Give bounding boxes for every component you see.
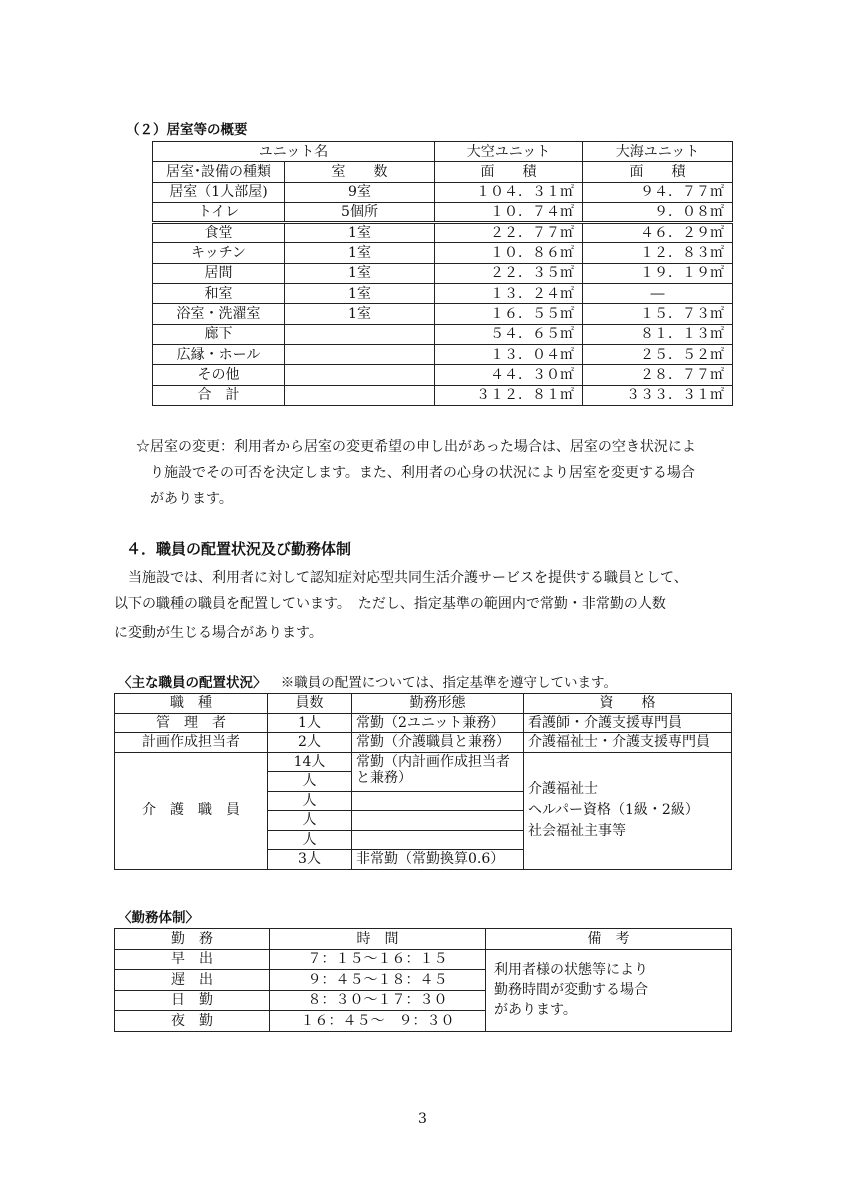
shift-cell: 日 勤 — [115, 990, 270, 1011]
time-cell: ７：１５～１６：１５ — [270, 949, 486, 970]
remark-line: があります。 — [494, 1002, 577, 1019]
work-form-cell: 常勤（内計画作成担当者と兼務） — [352, 752, 524, 791]
staff-caption-title: 〈主な職員の配置状況〉 — [118, 675, 267, 691]
page-number: 3 — [418, 1111, 427, 1127]
work-form-cell: 常勤（2ユニット兼務） — [352, 713, 524, 733]
area-cell: １０．７４㎡ — [435, 202, 583, 222]
headcount-cell: 人 — [268, 811, 352, 831]
headcount-cell: 人 — [268, 830, 352, 850]
area-cell: ２２．７７㎡ — [435, 223, 583, 243]
table-row — [115, 713, 732, 733]
section4-paragraph — [114, 565, 734, 646]
area-cell: １３．２４㎡ — [435, 284, 583, 304]
work-form-header: 勤務形態 — [352, 694, 524, 714]
room-type-cell: トイレ — [153, 202, 285, 222]
headcount-cell: 人 — [268, 772, 352, 792]
headcount-cell: 人 — [268, 791, 352, 811]
paragraph-line: 以下の職種の職員を配置しています。 ただし、指定基準の範囲内で常勤・非常勤の人数 — [114, 596, 666, 612]
room-count-cell: 1室 — [285, 284, 435, 304]
shift-schedule-table — [114, 928, 732, 1032]
qualification-cell — [524, 752, 732, 869]
room-type-cell: 廊下 — [153, 324, 285, 344]
area-cell: ― — [583, 284, 733, 304]
table-row — [153, 243, 733, 263]
note-line: り施設でその可否を決定します。また、利用者の心身の状況により居室を変更する場合 — [150, 465, 695, 481]
table-row — [153, 304, 733, 324]
area-cell: １０４．３１㎡ — [435, 182, 583, 202]
section4-title: ４．職員の配置状況及び勤務体制 — [126, 540, 352, 558]
area-cell: ２２．３５㎡ — [435, 263, 583, 283]
qualification-line: 介護福祉士 — [528, 781, 598, 797]
table-row — [153, 223, 733, 243]
room-count-header: 室 数 — [285, 162, 435, 182]
area-cell: ８１．１３㎡ — [583, 324, 733, 344]
table-row — [153, 324, 733, 344]
qualification-line: 社会福祉主事等 — [528, 823, 626, 839]
note-line: ☆居室の変更：利用者から居室の変更希望の申し出があった場合は、居室の空き状況によ — [136, 439, 696, 455]
area-cell: １５．７３㎡ — [583, 304, 733, 324]
room-type-cell: 居間 — [153, 263, 285, 283]
table-header-row — [153, 162, 733, 182]
area-cell: １０．８６㎡ — [435, 243, 583, 263]
area-cell: ９４．７７㎡ — [583, 182, 733, 202]
headcount-cell: 2人 — [268, 733, 352, 753]
work-form-cell: 非常勤（常勤換算0.6） — [352, 850, 524, 870]
area-cell: ４４．３０㎡ — [435, 365, 583, 385]
qualification-header: 資 格 — [524, 694, 732, 714]
room-count-cell: 1室 — [285, 304, 435, 324]
staff-caption — [118, 671, 617, 691]
time-cell: ９：４５～１８：４５ — [270, 970, 486, 991]
work-form-cell — [352, 830, 524, 850]
remark-line: 勤務時間が変動する場合 — [494, 981, 648, 998]
room-count-cell: 1室 — [285, 223, 435, 243]
section2-title: （２）居室等の概要 — [126, 122, 248, 138]
room-type-cell: 広縁・ホール — [153, 344, 285, 364]
table-row — [153, 202, 733, 222]
time-cell: １６：４５～ ９：３０ — [270, 1011, 486, 1032]
qualification-cell: 看護師・介護支援専門員 — [524, 713, 732, 733]
room-count-cell: 1室 — [285, 263, 435, 283]
area-cell: １３．０４㎡ — [435, 344, 583, 364]
total-label-cell: 合 計 — [153, 385, 285, 405]
room-type-cell: キッチン — [153, 243, 285, 263]
table-header-row — [153, 142, 733, 162]
room-summary-table — [152, 141, 733, 406]
shift-header: 勤 務 — [115, 929, 270, 950]
room-type-cell: その他 — [153, 365, 285, 385]
table-row — [115, 733, 732, 753]
area-cell: ５４．６５㎡ — [435, 324, 583, 344]
table-header-row — [115, 929, 732, 950]
area-cell: １２．８３㎡ — [583, 243, 733, 263]
time-header: 時 間 — [270, 929, 486, 950]
work-form-cell: 常勤（介護職員と兼務） — [352, 733, 524, 753]
job-type-cell: 計画作成担当者 — [115, 733, 268, 753]
room-type-cell: 居室（1人部屋) — [153, 182, 285, 202]
table-total-row — [153, 385, 733, 405]
unit-name-header: ユニット名 — [153, 142, 435, 162]
shift-cell: 早 出 — [115, 949, 270, 970]
paragraph-line: に変動が生じる場合があります。 — [114, 625, 323, 641]
time-cell: ８：３０～１７：３０ — [270, 990, 486, 1011]
area-header: 面 積 — [435, 162, 583, 182]
job-type-cell: 管 理 者 — [115, 713, 268, 733]
remarks-header: 備 考 — [486, 929, 732, 950]
table-row — [153, 365, 733, 385]
paragraph-line: 当施設では、利用者に対して認知症対応型共同生活介護サービスを提供する職員として、 — [114, 570, 688, 586]
room-count-cell — [285, 324, 435, 344]
total-area-cell: ３３３．３１㎡ — [583, 385, 733, 405]
headcount-cell: 14人 — [268, 752, 352, 772]
table-row — [153, 263, 733, 283]
area-header: 面 積 — [583, 162, 733, 182]
room-type-cell: 和室 — [153, 284, 285, 304]
table-header-row — [115, 694, 732, 714]
room-type-cell: 食堂 — [153, 223, 285, 243]
staff-allocation-table — [114, 693, 732, 870]
area-cell: ２５．５２㎡ — [583, 344, 733, 364]
oumi-unit-header: 大海ユニット — [583, 142, 733, 162]
area-cell: １６．５５㎡ — [435, 304, 583, 324]
room-count-cell: 5個所 — [285, 202, 435, 222]
area-cell: １９．１９㎡ — [583, 263, 733, 283]
remarks-cell — [486, 949, 732, 1031]
shift-caption — [118, 906, 199, 926]
shift-cell: 遅 出 — [115, 970, 270, 991]
area-cell: ４６．２９㎡ — [583, 223, 733, 243]
caregiver-job-cell: 介 護 職 員 — [115, 752, 268, 869]
remark-line: 利用者様の状態等により — [494, 961, 648, 978]
room-count-cell: 9室 — [285, 182, 435, 202]
job-type-header: 職 種 — [115, 694, 268, 714]
qualification-line: ヘルパー資格（1級・2級） — [528, 802, 699, 818]
shift-caption-title: 〈勤務体制〉 — [118, 910, 199, 926]
room-count-cell — [285, 385, 435, 405]
headcount-cell: 1人 — [268, 713, 352, 733]
table-row — [153, 284, 733, 304]
staff-caption-note: ※職員の配置については、指定基準を遵守しています。 — [280, 675, 617, 691]
headcount-header: 員数 — [268, 694, 352, 714]
area-cell: ９．０８㎡ — [583, 202, 733, 222]
room-count-cell — [285, 365, 435, 385]
room-count-cell: 1室 — [285, 243, 435, 263]
room-type-header: 居室･設備の種類 — [153, 162, 285, 182]
room-count-cell — [285, 344, 435, 364]
table-row — [153, 344, 733, 364]
total-area-cell: ３１２．８１㎡ — [435, 385, 583, 405]
table-row — [115, 752, 732, 772]
shift-cell: 夜 勤 — [115, 1011, 270, 1032]
work-form-cell — [352, 791, 524, 811]
qualification-cell: 介護福祉士・介護支援専門員 — [524, 733, 732, 753]
table-row — [153, 182, 733, 202]
room-type-cell: 浴室・洗濯室 — [153, 304, 285, 324]
headcount-cell: 3人 — [268, 850, 352, 870]
room-change-note — [136, 434, 736, 512]
note-line: があります。 — [150, 491, 233, 507]
table-row — [115, 949, 732, 970]
area-cell: ２８．７７㎡ — [583, 365, 733, 385]
ozora-unit-header: 大空ユニット — [435, 142, 583, 162]
work-form-cell — [352, 811, 524, 831]
